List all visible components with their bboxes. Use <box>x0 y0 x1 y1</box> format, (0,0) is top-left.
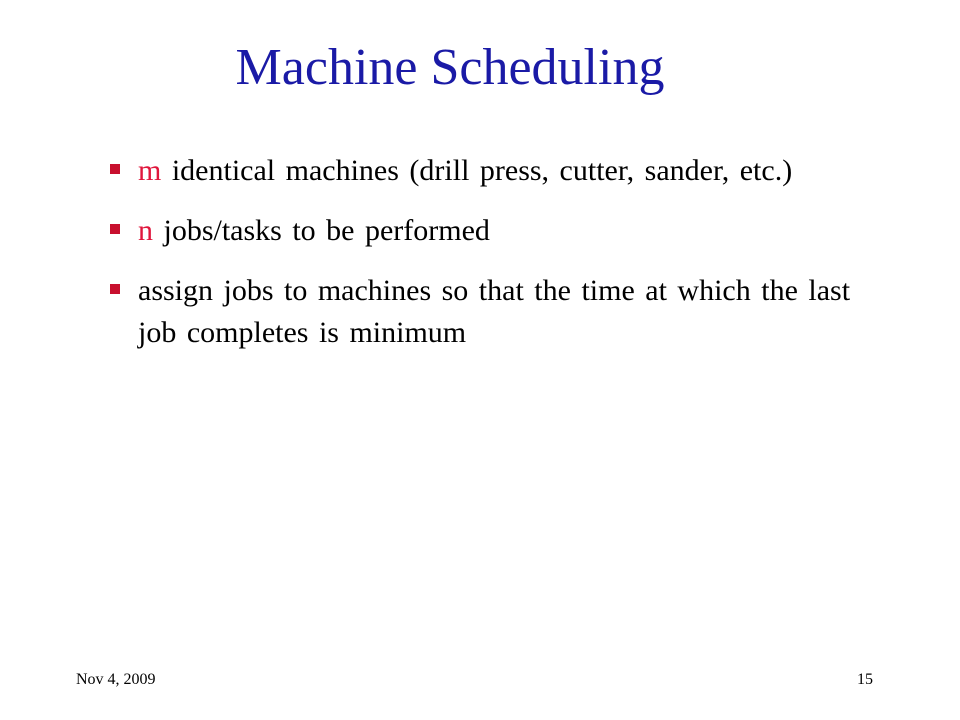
bullet-item <box>104 210 884 252</box>
footer-date: Nov 4, 2009 <box>76 671 156 688</box>
square-bullet-icon <box>110 284 120 294</box>
bullet-item <box>104 270 884 354</box>
square-bullet-icon <box>110 224 120 234</box>
bullet-list <box>104 150 884 372</box>
bullet-variable: m <box>138 154 162 187</box>
bullet-variable: n <box>138 214 153 247</box>
bullet-text: assign jobs to machines so that the time at which the last job completes is minimum <box>138 274 851 349</box>
square-bullet-icon <box>110 164 120 174</box>
bullet-item <box>104 150 884 192</box>
page-number: 15 <box>857 671 873 688</box>
slide-title: Machine Scheduling <box>235 39 665 96</box>
bullet-text: identical machines (drill press, cutter, sander, etc.) <box>161 154 793 187</box>
bullet-text: jobs/tasks to be performed <box>153 214 490 247</box>
